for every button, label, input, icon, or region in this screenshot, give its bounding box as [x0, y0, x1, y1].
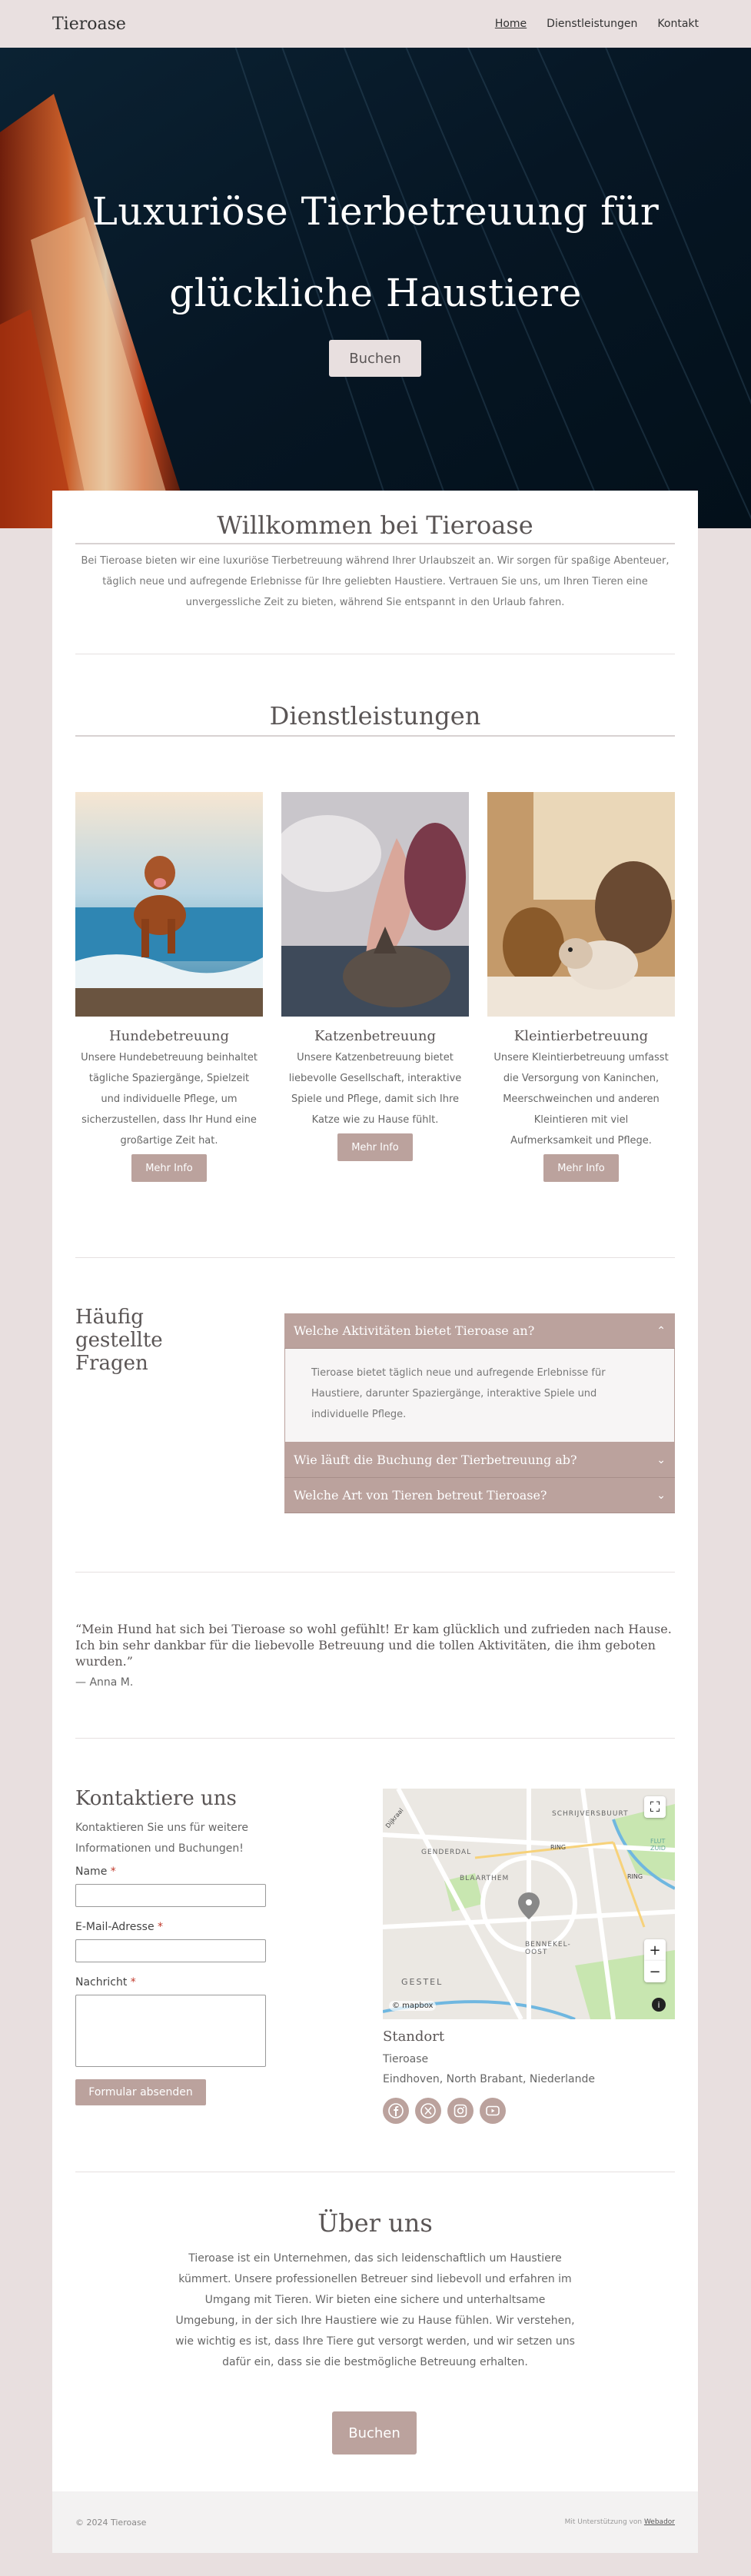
chevron-down-icon: ⌄ — [656, 1489, 666, 1502]
name-label — [75, 1865, 116, 1878]
service-title: Hundebetreuung — [108, 1028, 230, 1044]
map-label: BLAARTHEM — [460, 1875, 510, 1882]
hero-book-button[interactable]: Buchen — [329, 340, 421, 377]
service-more-info-button[interactable]: Mehr Info — [543, 1154, 619, 1182]
site-header — [0, 0, 751, 48]
testimonial-text: “Mein Hund hat sich bei Tieroase so wohl gefühlt! Er kam glücklich und zufrieden nach Hause. Ich bin sehr dankbar für die liebevolle Betreuung und die tollen Aktivitäten, die ihm geboten wurden.” — [75, 1622, 672, 1669]
zoom-out-button[interactable]: − — [644, 1961, 666, 1982]
section-divider — [75, 1572, 675, 1573]
fullscreen-icon[interactable]: ⛶ — [644, 1796, 666, 1818]
hero-title-line2: glückliche Haustiere — [169, 271, 582, 315]
contact-intro: Kontaktieren Sie uns für weitere Informationen und Buchungen! — [75, 1822, 248, 1855]
map-label: RING — [550, 1844, 567, 1851]
service-title: Katzenbetreuung — [314, 1028, 437, 1044]
dog-image — [75, 792, 263, 1017]
location-map[interactable] — [383, 1789, 675, 2019]
webador-link[interactable]: Webador — [643, 2518, 675, 2526]
welcome-title: Willkommen bei Tieroase — [217, 511, 533, 540]
map-label: RING — [627, 1873, 643, 1880]
service-more-info-button[interactable]: Mehr Info — [337, 1133, 413, 1161]
services-title: Dienstleistungen — [269, 701, 481, 731]
faq-question[interactable] — [284, 1443, 675, 1478]
info-icon[interactable]: i — [652, 1998, 666, 2012]
service-card-small-animals — [487, 792, 675, 1182]
service-text: Unsere Kleintierbetreuung umfasst die Versorgung von Kaninchen, Meerschweinchen und anderen Kleintieren mit viel Aufmerksamkeit und Pflege. — [493, 1052, 669, 1147]
message-label-text: Nachricht — [75, 1976, 128, 1989]
required-mark: * — [110, 1865, 116, 1878]
location-title: Standort — [383, 2029, 445, 2045]
footer-credit — [565, 2518, 675, 2526]
faq-answer: Tieroase bietet täglich neue und aufregende Erlebnisse für Haustiere, darunter Spaziergänge, interaktive Spiele und individuelle Pflege. — [284, 1349, 675, 1443]
mapbox-logo: © mapbox — [389, 2001, 436, 2011]
contact-title: Kontaktiere uns — [75, 1787, 237, 1810]
location-address: Eindhoven, North Brabant, Niederlande — [383, 2073, 595, 2085]
faq-question-text: Wie läuft die Buchung der Tierbetreuung ab? — [294, 1453, 577, 1467]
chevron-down-icon: ⌄ — [656, 1453, 666, 1466]
name-label-text: Name — [75, 1865, 108, 1878]
map-label: BENNEKEL-OOST — [525, 1941, 571, 1956]
faq-question[interactable] — [284, 1313, 675, 1349]
location-name: Tieroase — [383, 2053, 429, 2065]
map-label: GESTEL — [401, 1977, 444, 1987]
about-text: Tieroase ist ein Unternehmen, das sich leidenschaftlich um Haustiere kümmert. Unsere professionellen Betreuer sind liebevoll und erfahren im Umgang mit Tieren. Wir bieten eine sichere und unterhaltsame Umgebung, in der sich Ihre Haustiere wie zu Hause fühlen. Wir verstehen, wie wichtig es ist, dass Ihre Tiere gut versorgt werden, und wir setzen uns dafür ein, dass sie die bestmögliche Betreuung erhalten. — [175, 2252, 575, 2368]
map-label: SCHRIJVERSBUURT — [552, 1810, 629, 1818]
service-card-dog — [75, 792, 263, 1182]
hamster-image — [487, 792, 675, 1017]
section-divider — [75, 1257, 675, 1258]
submit-form-button[interactable]: Formular absenden — [75, 2079, 206, 2105]
site-logo[interactable]: Tieroase — [52, 14, 126, 34]
map-label: FLUT ZUID — [650, 1838, 666, 1852]
hero-title-line1: Luxuriöse Tierbetreuung für — [91, 189, 660, 234]
map-label: GENDERDAL — [421, 1849, 472, 1856]
email-field[interactable] — [75, 1939, 266, 1962]
chevron-up-icon: ⌃ — [656, 1324, 666, 1337]
nav-home[interactable]: Home — [494, 18, 527, 30]
services-title-divider — [75, 735, 675, 737]
facebook-icon[interactable] — [383, 2098, 409, 2124]
faq-question-text: Welche Aktivitäten bietet Tieroase an? — [294, 1323, 535, 1338]
faq-question[interactable] — [284, 1478, 675, 1513]
required-mark: * — [130, 1976, 136, 1989]
zoom-in-button[interactable]: + — [644, 1939, 666, 1961]
required-mark: * — [158, 1921, 164, 1933]
site-footer — [52, 2491, 698, 2553]
map-label: Dijkraal — [384, 1806, 405, 1830]
main-content — [52, 491, 698, 2553]
faq-question-text: Welche Art von Tieren betreut Tieroase? — [294, 1488, 547, 1503]
instagram-icon[interactable] — [447, 2098, 474, 2124]
nav-kontakt[interactable]: Kontakt — [657, 18, 699, 30]
youtube-icon[interactable] — [480, 2098, 506, 2124]
footer-copyright: © 2024 Tieroase — [75, 2517, 147, 2528]
about-book-button[interactable]: Buchen — [332, 2411, 417, 2455]
service-text: Unsere Hundebetreuung beinhaltet tägliche Spaziergänge, Spielzeit und individuelle Pflege, um sicherzustellen, dass Ihr Hund eine großartige Zeit hat. — [81, 1052, 258, 1147]
faq-title: Häufig gestellte Fragen — [75, 1306, 163, 1375]
testimonial-author: — Anna M. — [75, 1676, 134, 1689]
faq-accordion — [284, 1313, 675, 1513]
message-field[interactable] — [75, 1995, 266, 2067]
email-label — [75, 1921, 163, 1933]
service-text: Unsere Katzenbetreuung bietet liebevolle Gesellschaft, interaktive Spiele und Pflege, damit sich Ihre Katze wie zu Hause fühlt. — [288, 1052, 462, 1126]
welcome-title-divider — [75, 543, 675, 544]
hero-section — [0, 48, 751, 528]
email-label-text: E-Mail-Adresse — [75, 1921, 155, 1933]
about-title: Über uns — [317, 2208, 433, 2238]
service-more-info-button[interactable]: Mehr Info — [131, 1154, 207, 1182]
hero-title — [0, 171, 751, 334]
service-card-cat — [281, 792, 469, 1161]
cat-image — [281, 792, 469, 1017]
main-nav — [495, 18, 699, 30]
service-title: Kleintierbetreuung — [513, 1028, 649, 1044]
x-icon[interactable] — [415, 2098, 441, 2124]
message-label — [75, 1976, 136, 1989]
name-field[interactable] — [75, 1884, 266, 1907]
nav-dienstleistungen[interactable]: Dienstleistungen — [547, 18, 638, 30]
footer-credit-prefix: Mit Unterstützung von — [564, 2518, 643, 2526]
section-divider — [75, 1738, 675, 1739]
welcome-text: Bei Tieroase bieten wir eine luxuriöse Tierbetreuung während Ihrer Urlaubszeit an. Wir sorgen für spaßige Abenteuer, täglich neue und aufregende Erlebnisse für Ihre geliebten Haustiere. Vertrauen Sie uns, um Ihren Tieren eine unvergessliche Zeit zu bieten, während Sie entspannt in den Urlaub fahren. — [81, 555, 670, 608]
